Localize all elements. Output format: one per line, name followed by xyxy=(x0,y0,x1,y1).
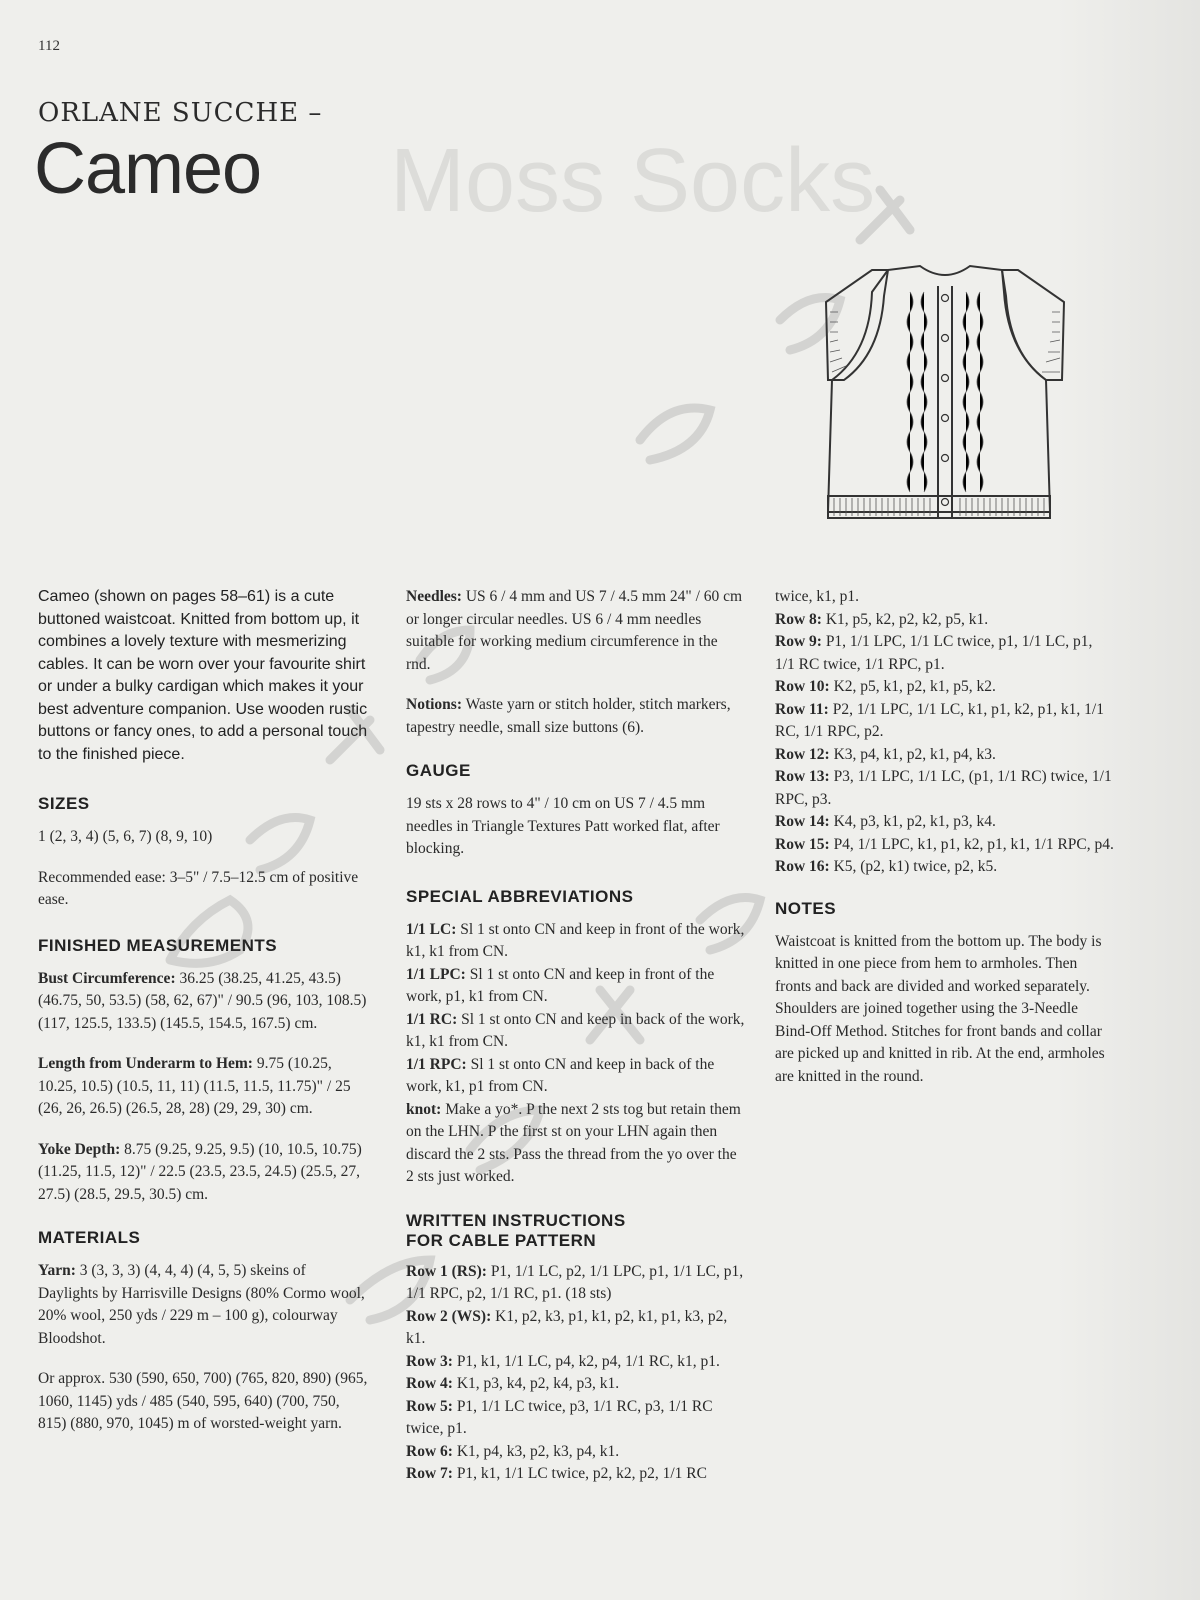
cable-row xyxy=(775,609,1115,632)
row-text: P1, k1, 1/1 LC twice, p2, k2, p2, 1/1 RC xyxy=(452,1465,707,1482)
abbrev-label: knot: xyxy=(406,1100,442,1118)
bust-label: Bust Circumference: xyxy=(38,969,176,987)
abbrev-text: Sl 1 st onto CN and keep in back of the work, k1, k1 from CN. xyxy=(406,1010,745,1050)
row-text: P2, 1/1 LPC, 1/1 LC, k1, p1, k2, p1, k1, 1/1 RC, 1/1 RPC, p2. xyxy=(775,700,1104,740)
yoke-measurement xyxy=(38,1139,368,1207)
row-text: K2, p5, k1, p2, k1, p5, k2. xyxy=(829,678,996,695)
abbrev-item xyxy=(406,964,746,1009)
row-text: P1, 1/1 LC twice, p3, 1/1 RC, p3, 1/1 RC twice, p1. xyxy=(406,1397,713,1437)
notions-text: Waste yarn or stitch holder, stitch markers, tapestry needle, small size buttons (6). xyxy=(406,696,731,736)
abbrev-item xyxy=(406,1009,746,1054)
row-label: Row 1 (RS): xyxy=(406,1262,487,1280)
cable-row xyxy=(775,699,1115,744)
abbrev-text: Sl 1 st onto CN and keep in back of the work, k1, p1 from CN. xyxy=(406,1055,715,1095)
row-label: Row 13: xyxy=(775,768,830,785)
row-label: Row 3: xyxy=(406,1352,453,1370)
row-text: K5, (p2, k1) twice, p2, k5. xyxy=(829,858,998,875)
cable-row xyxy=(406,1261,746,1306)
yoke-text: 8.75 (9.25, 9.25, 9.5) (10, 10.5, 10.75) (11.25, 11.5, 12)" / 22.5 (23.5, 23.5, 24.5) (25.5, 27, 27.5) (28.5, 29.5, 30.5) cm. xyxy=(38,1140,362,1203)
row-text: K3, p4, k1, p2, k1, p4, k3. xyxy=(829,745,996,763)
abbrev-item xyxy=(406,919,746,964)
abbrev-item xyxy=(406,1054,746,1099)
yarn-info xyxy=(38,1260,368,1350)
waistcoat-sketch xyxy=(820,262,1070,534)
length-label: Length from Underarm to Hem: xyxy=(38,1055,253,1072)
cable-row xyxy=(775,676,1115,699)
bleed-through-title: Moss Socks xyxy=(390,131,876,231)
row-label: Row 9: xyxy=(775,633,822,650)
row-text: P1, 1/1 LC, p2, 1/1 LPC, p1, 1/1 LC, p1, 1/1 RPC, p2, 1/1 RC, p1. (18 sts) xyxy=(406,1262,744,1302)
length-measurement xyxy=(38,1053,368,1121)
materials-heading: MATERIALS xyxy=(38,1228,141,1247)
written-heading-line1: WRITTEN INSTRUCTIONS xyxy=(406,1210,626,1230)
author-name: ORLANE SUCCHE – xyxy=(38,98,323,128)
intro-paragraph: Cameo (shown on pages 58–61) is a cute buttoned waistcoat. Knitted from bottom up, it combines a lovely texture with mesmerizing cables. It can be worn over your favourite shirt or under a bulky cardigan which makes it your best adventure companion. Use wooden rustic buttons or fancy ones, to add a personal touch to the finished piece. xyxy=(38,588,368,763)
row-text: P3, 1/1 LPC, 1/1 LC, (p1, 1/1 RC) twice, 1/1 RPC, p3. xyxy=(775,768,1112,808)
length-text: 9.75 (10.25, 10.25, 10.5) (10.5, 11, 11) (11.5, 11.5, 11.75)" / 25 (26, 26, 26.5) (26.5, 28, 28) (29, 29, 30) cm. xyxy=(38,1055,351,1117)
row-label: Row 10: xyxy=(775,678,830,695)
written-heading-line2: FOR CABLE PATTERN xyxy=(406,1230,597,1250)
row-text: P4, 1/1 LPC, k1, p1, k2, p1, k1, 1/1 RPC, p4. xyxy=(829,835,1114,853)
needles-text: US 6 / 4 mm and US 7 / 4.5 mm 24" / 60 cm or longer circular needles. US 6 / 4 mm needles suitable for working medium circumference in the rnd. xyxy=(406,588,743,673)
yarn-approx: Or approx. 530 (590, 650, 700) (765, 820, 890) (965, 1060, 1145) yds / 485 (540, 595, 640) (700, 750, 815) (880, 970, 1045) m of worsted-weight yarn. xyxy=(38,1370,368,1432)
page-number: 112 xyxy=(38,38,60,54)
notes-text: Waistcoat is knitted from the bottom up. The body is knitted in one piece from hem to armholes. Then fronts and back are divided and worked separately. Shoulders are joined together using the 3-Needle Bind-Off Method. Stitches for front bands and collar are picked up and knitted in rib. At the end, armholes are knitted in the round. xyxy=(775,932,1105,1085)
row-label: Row 15: xyxy=(775,835,830,853)
bust-text: 36.25 (38.25, 41.25, 43.5) (46.75, 50, 53.5) (58, 62, 67)" / 90.5 (96, 103, 108.5) (117, 125.5, 133.5) (145.5, 154.5, 167.5) cm. xyxy=(38,969,367,1032)
abbrev-label: 1/1 LC: xyxy=(406,920,457,938)
abbrev-item xyxy=(406,1099,746,1189)
cable-row xyxy=(406,1441,746,1464)
cable-row xyxy=(406,1351,746,1374)
abbreviations-heading: SPECIAL ABBREVIATIONS xyxy=(406,886,634,906)
abbrev-text: Sl 1 st onto CN and keep in front of the work, p1, k1 from CN. xyxy=(406,965,715,1005)
cable-rows-continued xyxy=(775,586,1115,879)
cable-rows xyxy=(406,1261,746,1486)
column-right xyxy=(775,586,1115,1106)
row-text: P1, k1, 1/1 LC, p4, k2, p4, 1/1 RC, k1, p1. xyxy=(452,1352,720,1370)
needles-info xyxy=(406,586,746,676)
notes-heading: NOTES xyxy=(775,898,837,918)
cable-row xyxy=(775,834,1115,857)
row-label: Row 14: xyxy=(775,813,830,830)
row-label: Row 4: xyxy=(406,1375,453,1392)
cable-row-continuation: twice, k1, p1. xyxy=(775,588,859,605)
yarn-label: Yarn: xyxy=(38,1262,76,1279)
cable-row xyxy=(406,1396,746,1441)
cable-row xyxy=(406,1463,746,1486)
cable-row xyxy=(406,1306,746,1351)
row-label: Row 8: xyxy=(775,610,822,628)
written-instructions-heading xyxy=(406,1211,746,1251)
abbrev-label: 1/1 RC: xyxy=(406,1010,458,1028)
notions-info xyxy=(406,694,746,739)
row-text: K1, p4, k3, p2, k3, p4, k1. xyxy=(452,1442,620,1460)
cable-row xyxy=(406,1373,746,1396)
row-text: K1, p3, k4, p2, k4, p3, k1. xyxy=(452,1375,620,1392)
bust-measurement xyxy=(38,968,368,1036)
row-label: Row 12: xyxy=(775,745,830,763)
row-label: Row 6: xyxy=(406,1442,453,1460)
column-left xyxy=(38,586,368,1454)
abbrev-label: 1/1 LPC: xyxy=(406,965,466,983)
sizes-values: 1 (2, 3, 4) (5, 6, 7) (8, 9, 10) xyxy=(38,828,213,845)
row-label: Row 11: xyxy=(775,700,829,718)
finished-measurements-heading: FINISHED MEASUREMENTS xyxy=(38,935,278,955)
abbreviation-list xyxy=(406,919,746,1189)
cable-row xyxy=(775,744,1115,767)
row-label: Row 5: xyxy=(406,1397,453,1415)
row-text: P1, 1/1 LPC, 1/1 LC twice, p1, 1/1 LC, p1, 1/1 RC twice, 1/1 RPC, p1. xyxy=(775,633,1093,673)
yarn-text: 3 (3, 3, 3) (4, 4, 4) (4, 5, 5) skeins of Daylights by Harrisville Designs (80% Cormo wool, 20% wool, 250 yds / 229 m – 100 g), colourway Bloodshot. xyxy=(38,1262,365,1347)
notions-label: Notions: xyxy=(406,696,462,713)
row-label: Row 7: xyxy=(406,1465,453,1482)
abbrev-label: 1/1 RPC: xyxy=(406,1055,467,1073)
row-label: Row 2 (WS): xyxy=(406,1307,492,1325)
abbrev-text: Make a yo*. P the next 2 sts tog but retain them on the LHN. P the first st on your LHN again then discard the 2 sts. Pass the thread from the yo over the 2 sts just worked. xyxy=(406,1100,741,1185)
pattern-title: Cameo xyxy=(34,129,262,209)
gauge-heading: GAUGE xyxy=(406,761,471,780)
cable-row xyxy=(775,766,1115,811)
row-text: K1, p2, k3, p1, k1, p2, k1, p1, k3, p2, k1. xyxy=(406,1307,728,1347)
needles-label: Needles: xyxy=(406,588,462,605)
column-middle xyxy=(406,586,746,1486)
gauge-text: 19 sts x 28 rows to 4" / 10 cm on US 7 / 4.5 mm needles in Triangle Textures Patt worked flat, after blocking. xyxy=(406,795,720,857)
row-text: K4, p3, k1, p2, k1, p3, k4. xyxy=(829,813,996,830)
yoke-label: Yoke Depth: xyxy=(38,1140,121,1158)
row-text: K1, p5, k2, p2, k2, p5, k1. xyxy=(821,610,989,628)
cable-row xyxy=(775,856,1115,879)
abbrev-text: Sl 1 st onto CN and keep in front of the work, k1, k1 from CN. xyxy=(406,920,745,960)
sizes-heading: SIZES xyxy=(38,794,90,813)
cable-row xyxy=(775,811,1115,834)
cable-row xyxy=(775,631,1115,676)
row-label: Row 16: xyxy=(775,858,830,875)
sizes-ease: Recommended ease: 3–5" / 7.5–12.5 cm of positive ease. xyxy=(38,868,359,908)
